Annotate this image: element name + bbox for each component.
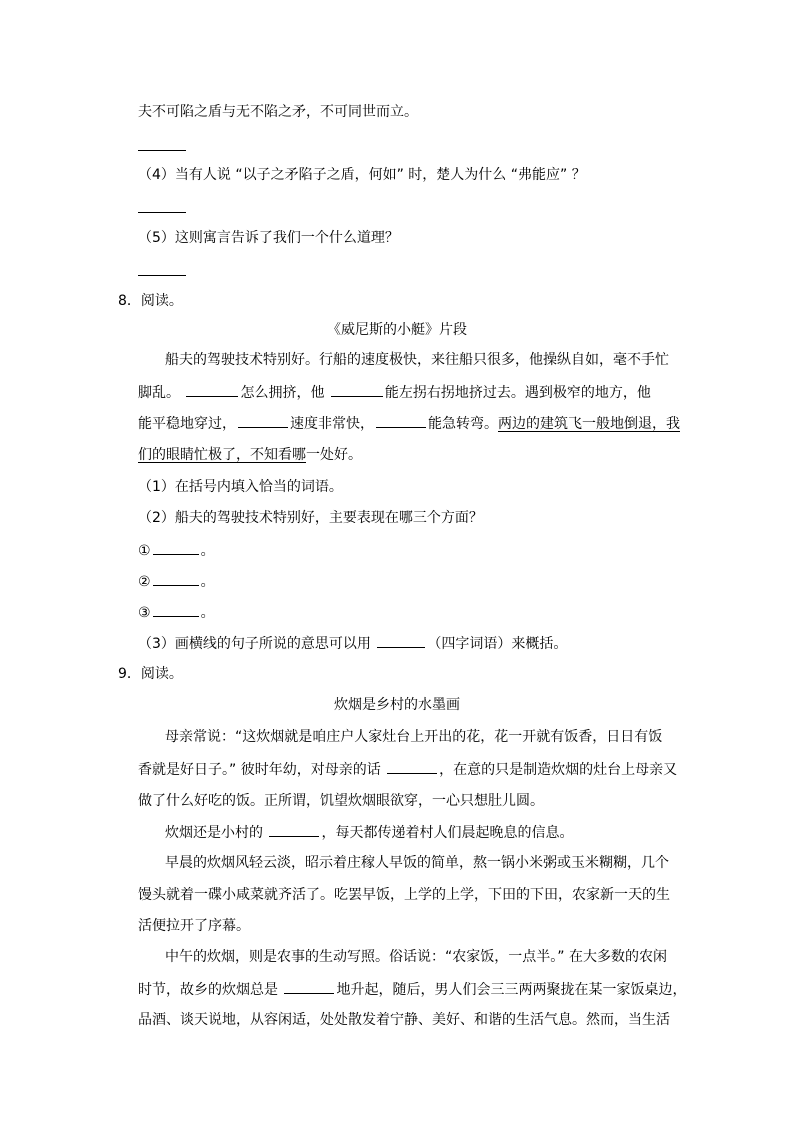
answer-blank: [186, 382, 238, 397]
q9-p3-line2: 馒头就着一碟小咸菜就齐活了。吃罢早饭，上学的上学，下田的下田，农家新一天的生: [138, 887, 670, 903]
q9-p1-line2: [138, 759, 677, 780]
q8-passage-title: 《威尼斯的小艇》片段: [327, 322, 467, 338]
text: 。: [200, 543, 215, 559]
q9-p4-line3: 品酒、谈天说地，从容闲适，处处散发着宁静、美好、和谐的生活气息。然而，当生活: [138, 1012, 670, 1028]
answer-blank: [138, 198, 186, 219]
answer-blank: [377, 633, 425, 648]
answer-blank: [153, 571, 199, 586]
text: （3）画横线的句子所说的意思可以用: [138, 636, 371, 652]
text: 香就是好日子。” 彼时年幼，对母亲的话: [138, 762, 381, 778]
text: 能左拐右拐地挤过去。遇到极窄的地方，他: [384, 385, 651, 401]
text: 能急转弯。: [428, 416, 498, 432]
circled-number: ②: [138, 574, 151, 590]
q8-sub3: [138, 633, 567, 654]
text: 。: [200, 605, 215, 621]
answer-blank: [153, 602, 199, 617]
underlined-sentence: 两边的建筑飞一般地倒退，我: [498, 416, 680, 432]
text: 时节，故乡的炊烟总是: [138, 982, 278, 998]
circled-number: ①: [138, 543, 151, 559]
q7-sub4: （4）当有人说 “以子之矛陷子之盾，何如” 时，楚人为什么 “弗能应” ？: [138, 167, 586, 183]
q9-p2: [165, 822, 573, 843]
answer-blank: [284, 979, 334, 994]
q9-p3-line3: 活便拉开了序幕。: [138, 918, 250, 934]
q9-p3-line1: 早晨的炊烟风轻云淡，昭示着庄稼人早饭的简单，熬一锅小米粥或玉米糊糊，几个: [165, 855, 669, 871]
text: ，每天都传递着村人们晨起晚息的信息。: [321, 825, 574, 841]
text: 地升起，随后，男人们会三三两两聚拢在某一家饭桌边，: [336, 982, 687, 998]
text: 能平稳地穿过，: [138, 416, 236, 432]
answer-blank: [153, 540, 199, 555]
q8-sub2: （2）船夫的驾驶技术特别好，主要表现在哪三个方面？: [138, 510, 483, 526]
text: ，在意的只是制造炊烟的灶台上母亲又: [439, 762, 678, 778]
q9-p1-line3: 做了什么好吃的饭。正所谓，饥望炊烟眼欲穿，一心只想肚儿圆。: [138, 793, 544, 809]
q8-answer-3: [138, 602, 215, 623]
q9-p4-line1: 中午的炊烟，则是农事的生动写照。俗话说：“农家饭，一点半。” 在大多数的农闲: [165, 949, 667, 965]
q8-sub1: （1）在括号内填入恰当的词语。: [138, 479, 343, 495]
q8-p1-line3: [138, 413, 680, 434]
text: 速度非常快，: [290, 416, 374, 432]
q8-answer-2: [138, 571, 215, 592]
q9-number: 9．阅读。: [118, 666, 183, 682]
text: 。: [200, 574, 215, 590]
answer-blank: [138, 136, 186, 157]
underlined-sentence: 们的眼睛忙极了，不知看哪: [138, 447, 306, 463]
q8-p1-line2: [138, 382, 651, 403]
answer-blank: [376, 413, 426, 428]
q7-fragment: 夫不可陷之盾与无不陷之矛，不可同世而立。: [138, 104, 418, 120]
answer-blank: [269, 822, 319, 837]
answer-blank: [238, 413, 288, 428]
q9-p4-line2: [138, 979, 686, 1000]
answer-blank: [331, 382, 383, 397]
q8-p1-line4: [138, 445, 362, 465]
q8-p1-line1: 船夫的驾驶技术特别好。行船的速度极快，来往船只很多，他操纵自如，毫不手忙: [165, 352, 669, 368]
text: 脚乱。: [138, 385, 180, 401]
answer-blank: [138, 261, 186, 282]
q8-answer-1: [138, 540, 215, 561]
q7-sub5: （5）这则寓言告诉了我们一个什么道理？: [138, 230, 399, 246]
q9-passage-title: 炊烟是乡村的水墨画: [334, 697, 460, 713]
q8-number: 8．阅读。: [118, 293, 183, 309]
answer-blank: [387, 759, 437, 774]
circled-number: ③: [138, 605, 151, 621]
text: 炊烟还是小村的: [165, 825, 263, 841]
text: （四字词语）来概括。: [427, 636, 568, 652]
text: 一处好。: [306, 447, 362, 463]
q9-p1-line1: 母亲常说：“这炊烟就是咱庄户人家灶台上开出的花，花一开就有饭香，日日有饭: [165, 729, 663, 745]
text: 怎么拥挤，他: [240, 385, 325, 401]
